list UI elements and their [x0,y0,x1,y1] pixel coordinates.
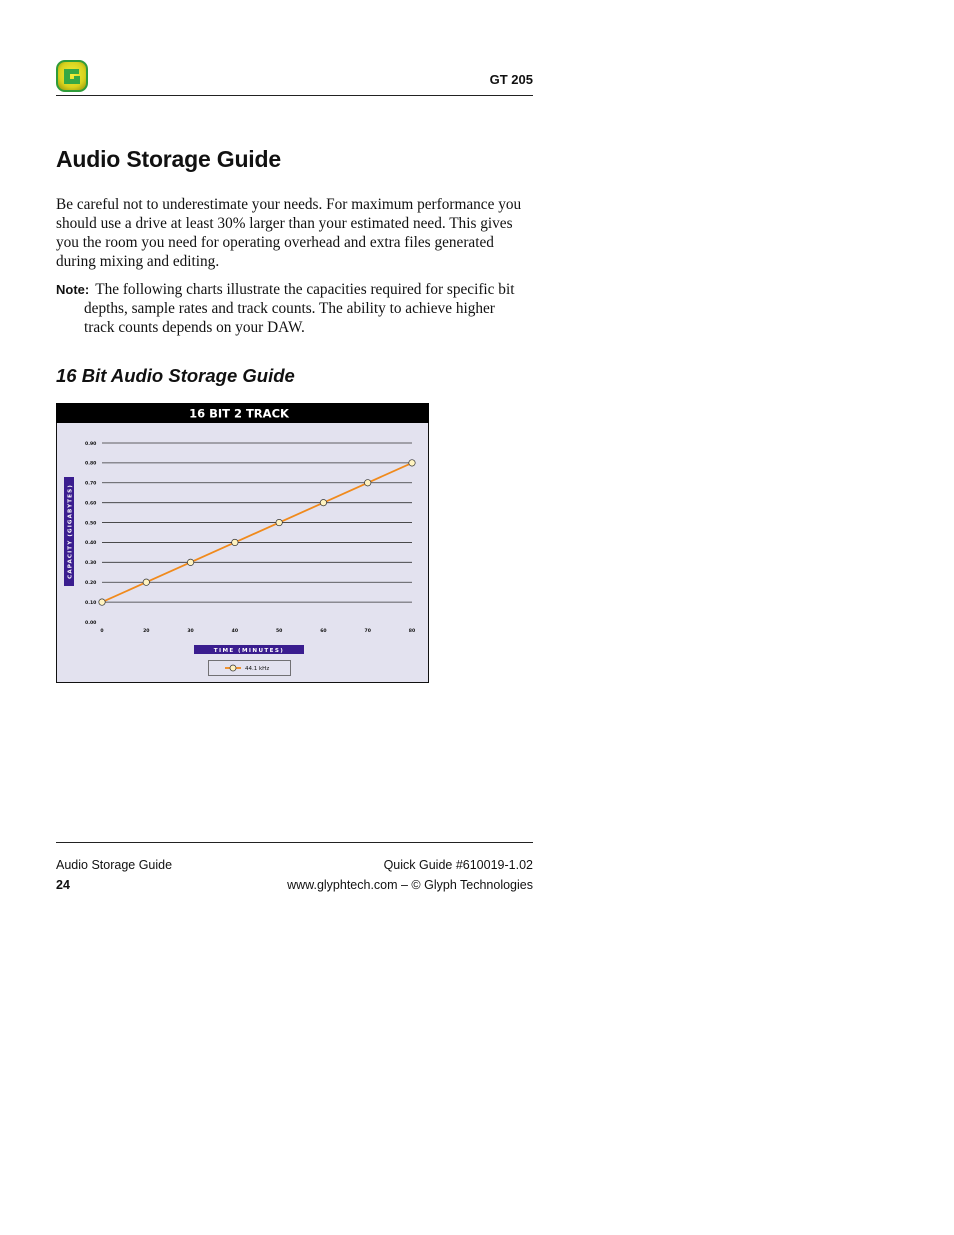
section-subtitle: 16 Bit Audio Storage Guide [56,365,295,386]
glyph-logo-icon [56,60,88,92]
y-tick-label: 0.90 [85,441,97,447]
y-tick-label: 0.60 [85,501,97,507]
note-label: Note: [56,282,90,297]
x-tick-label: 70 [364,629,371,634]
legend-label: 44.1 kHz [245,666,270,672]
footer-rule [56,842,533,843]
x-tick-label: 30 [187,629,194,634]
y-tick-label: 0.10 [85,600,97,606]
data-point [365,480,371,486]
intro-paragraph: Be careful not to underestimate your needs. For maximum performance you should use a drive at least 30% larger than your estimated need. This gives you the room you need for operating overhead and extra files generated during mixing and editing. [56,196,522,270]
data-point [99,599,105,605]
x-tick-label: 60 [320,629,327,634]
page-number: 24 [56,878,70,892]
y-tick-label: 0.40 [85,541,97,547]
x-tick-label: 80 [408,629,416,634]
y-tick-label: 0.80 [85,461,97,467]
page-title: Audio Storage Guide [56,146,281,172]
data-point [320,499,326,505]
note-text: The following charts illustrate the capacities required for specific bit depths, sample rates and track counts. The ability to achieve higher track counts depends on your DAW. [84,281,515,336]
y-tick-label: 0.70 [85,481,97,487]
y-axis-label: CAPACITY (GIGABYTES) [67,484,74,579]
data-point [143,579,149,585]
x-tick-label: 0 [100,629,104,634]
data-point [232,539,238,545]
footer-doc-id: Quick Guide #610019-1.02 [383,858,533,872]
data-point [276,519,282,525]
chart-svg [56,403,429,683]
header-rule [56,95,533,96]
capacity-chart [56,403,429,683]
y-tick-label: 0.20 [85,581,97,587]
data-point [409,460,415,466]
model-name: GT 205 [489,72,533,87]
x-tick-label: 40 [231,629,239,634]
x-tick-label: 50 [275,629,283,634]
data-point [187,559,193,565]
legend-marker [230,665,236,671]
y-tick-label: 0.50 [85,521,97,527]
chart-title: 16 BIT 2 TRACK [189,406,289,421]
y-tick-label: 0.00 [85,620,97,626]
footer-section: Audio Storage Guide [56,858,173,872]
y-tick-label: 0.30 [85,561,97,567]
note-paragraph [56,280,526,337]
chart-frame [57,404,429,683]
x-axis-label: TIME (MINUTES) [213,648,285,654]
x-tick-label: 20 [143,629,150,634]
footer-website: www.glyphtech.com – © Glyph Technologies [287,878,533,892]
